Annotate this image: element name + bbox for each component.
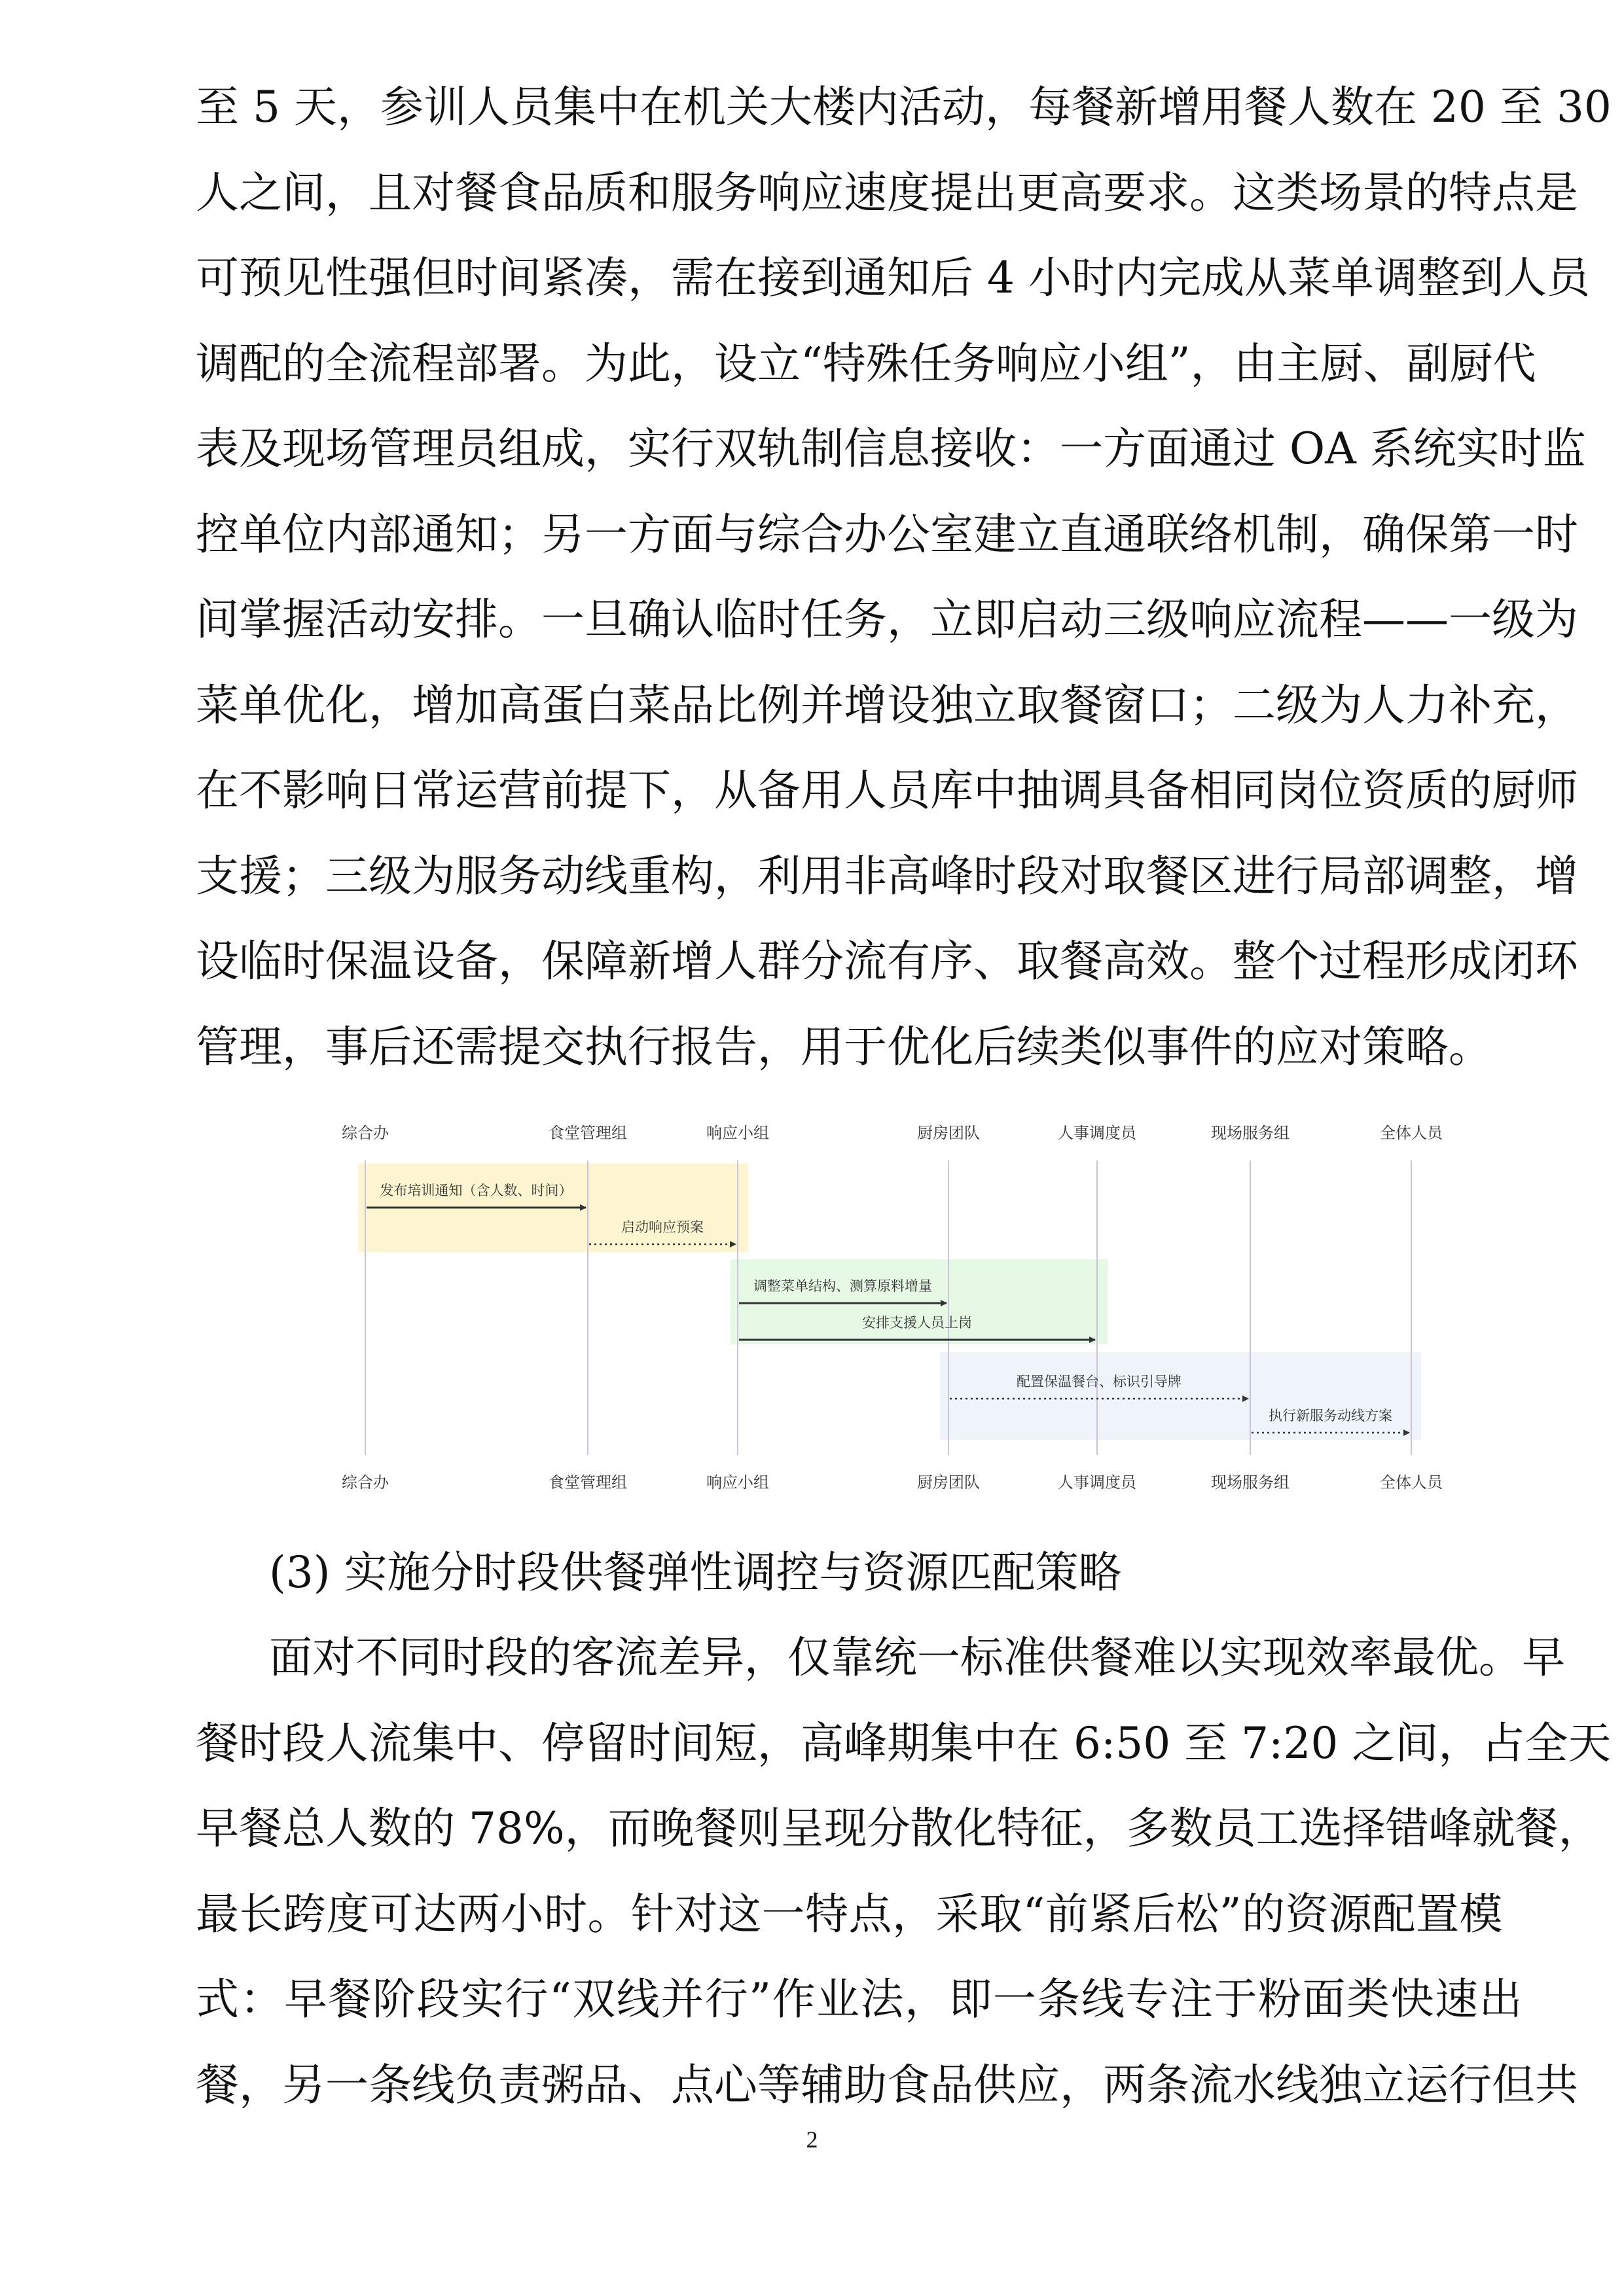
participant-label-top: 人事调度员 (1058, 1124, 1136, 1142)
participant-label-bottom: 现场服务组 (1211, 1473, 1290, 1492)
text-line: 间掌握活动安排。一旦确认临时任务，立即启动三级响应流程——一级为 (196, 594, 1578, 645)
page-number: 2 (806, 2126, 818, 2153)
phase-box-2 (731, 1259, 1108, 1344)
text-line: 餐时段人流集中、停留时间短，高峰期集中在 6:50 至 7:20 之间，占全天 (196, 1718, 1612, 1768)
text-line: 菜单优化，增加高蛋白菜品比例并增设独立取餐窗口；二级为人力补充， (196, 680, 1578, 730)
text-line: 在不影响日常运营前提下，从备用人员库中抽调具备相同岗位资质的厨师 (196, 765, 1578, 816)
text-line: 调配的全流程部署。为此，设立“特殊任务响应小组”，由主厨、副厨代 (196, 338, 1536, 389)
text-line: 表及现场管理员组成，实行双轨制信息接收：一方面通过 OA 系统实时监 (196, 423, 1586, 474)
message-label: 安排支援人员上岗 (862, 1315, 972, 1331)
text-line: 至 5 天，参训人员集中在机关大楼内活动，每餐新增用餐人数在 20 至 30 (196, 82, 1612, 132)
text-line: 面对不同时段的客流差异，仅靠统一标准供餐难以实现效率最优。早 (269, 1632, 1565, 1683)
participant-label-top: 全体人员 (1380, 1124, 1443, 1142)
participant-label-bottom: 食堂管理组 (549, 1473, 627, 1492)
participant-label-bottom: 人事调度员 (1058, 1473, 1136, 1492)
text-line: 早餐总人数的 78%，而晚餐则呈现分散化特征，多数员工选择错峰就餐， (196, 1803, 1602, 1854)
message-label: 启动响应预案 (621, 1219, 704, 1235)
text-line: 人之间，且对餐食品质和服务响应速度提出更高要求。这类场景的特点是 (196, 168, 1578, 218)
text-line: 支援；三级为服务动线重构，利用非高峰时段对取餐区进行局部调整，增 (196, 851, 1578, 901)
text-line: 控单位内部通知；另一方面与综合办公室建立直通联络机制，确保第一时 (196, 509, 1578, 560)
participant-label-top: 厨房团队 (917, 1124, 980, 1142)
participant-label-bottom: 响应小组 (706, 1473, 769, 1492)
text-line: 可预见性强但时间紧凑，需在接到通知后 4 小时内完成从菜单调整到人员 (196, 253, 1590, 303)
text-line: 管理，事后还需提交执行报告，用于优化后续类似事件的应对策略。 (196, 1022, 1492, 1072)
message-label: 执行新服务动线方案 (1269, 1408, 1392, 1424)
participant-label-top: 食堂管理组 (549, 1124, 627, 1142)
text-line: 设临时保温设备，保障新增人群分流有序、取餐高效。整个过程形成闭环 (196, 936, 1578, 986)
participant-label-top: 综合办 (342, 1124, 389, 1142)
text-line: 最长跨度可达两小时。针对这一特点，采取“前紧后松”的资源配置模 (196, 1889, 1503, 1939)
text-line: 式：早餐阶段实行“双线并行”作业法，即一条线专注于粉面类快速出 (196, 1974, 1523, 2024)
text-line: 餐，另一条线负责粥品、点心等辅助食品供应，两条流水线独立运行但共 (196, 2060, 1578, 2110)
participant-label-top: 响应小组 (706, 1124, 769, 1142)
participant-label-bottom: 综合办 (342, 1473, 389, 1492)
participant-label-top: 现场服务组 (1211, 1124, 1290, 1142)
message-label: 发布培训通知（含人数、时间） (380, 1183, 573, 1198)
participant-label-bottom: 厨房团队 (917, 1473, 980, 1492)
message-label: 配置保温餐台、标识引导牌 (1017, 1374, 1182, 1390)
phase-box-3 (940, 1352, 1421, 1440)
participant-label-bottom: 全体人员 (1380, 1473, 1443, 1492)
section-heading: (3) 实施分时段供餐弹性调控与资源匹配策略 (269, 1547, 1122, 1598)
message-label: 调整菜单结构、测算原料增量 (753, 1278, 932, 1294)
